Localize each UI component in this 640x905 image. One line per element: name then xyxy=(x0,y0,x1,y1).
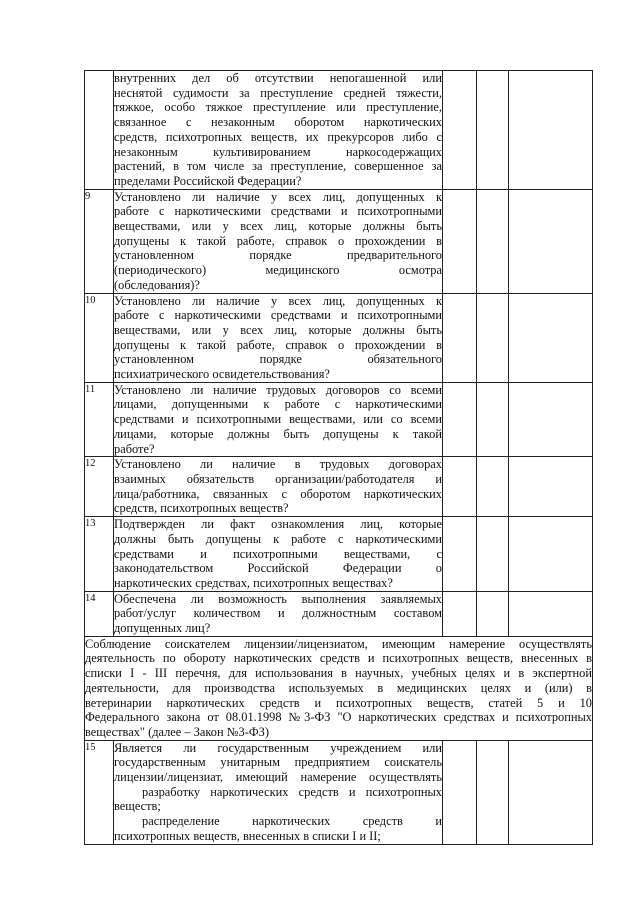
item-line: психотропных веществ, внесенных в списки I и II; xyxy=(114,828,381,843)
section-line: деятельность по обороту наркотических средств и психотропных веществ, внесенных в xyxy=(85,651,592,666)
question-line: внутренних дел об отсутствии непогашенной или xyxy=(114,71,442,85)
answer-cell-note[interactable] xyxy=(509,591,593,636)
row-number: 13 xyxy=(85,517,114,592)
answer-cell-no[interactable] xyxy=(477,517,509,592)
question-line: лицензии/лицензиат, имеющий намерение осуществлять xyxy=(114,770,442,785)
question-line: лицами, которые должны быть допущены к такой xyxy=(114,426,442,441)
question-line: Установлено ли наличие у всех лиц, допущенных к xyxy=(114,293,442,308)
question-text xyxy=(114,189,443,293)
answer-cell-note[interactable] xyxy=(509,293,593,382)
question-line: работе с наркотическими средствами и психотропными xyxy=(114,308,442,323)
row-number xyxy=(85,71,114,190)
question-line: растений, в том числе за преступление, совершенное за xyxy=(114,159,442,174)
question-line: наркотических средствах, психотропных веществах? xyxy=(114,575,393,590)
question-line: работе с наркотическими средствами и психотропными xyxy=(114,204,442,219)
section-block xyxy=(85,636,593,844)
row-number: 11 xyxy=(85,382,114,457)
row-number: 9 xyxy=(85,189,114,293)
table-row-15 xyxy=(85,740,593,844)
question-line: тяжкое, особо тяжкое преступление или преступление, xyxy=(114,100,442,115)
question-line: (периодического) медицинского осмотра xyxy=(114,263,442,278)
section-text xyxy=(85,636,593,740)
answer-cell-note[interactable] xyxy=(509,517,593,592)
section-row xyxy=(85,636,593,740)
table-row xyxy=(85,517,593,592)
answer-cell-no[interactable] xyxy=(477,189,509,293)
question-line: допущены к такой работе, справок о прохождении в xyxy=(114,233,442,248)
section-line: веществах" (далее – Закон №3-ФЗ) xyxy=(85,724,269,739)
question-line: (обследования)? xyxy=(114,277,200,292)
checklist-rows xyxy=(85,71,593,637)
question-line: связанное с незаконным оборотом наркотических xyxy=(114,115,442,130)
question-text xyxy=(114,382,443,457)
answer-cell-yes[interactable] xyxy=(443,740,477,844)
item-line: разработку наркотических средств и психотропных xyxy=(142,784,442,799)
question-line: Установлено ли наличие в трудовых договорах xyxy=(114,457,442,472)
answer-cell-yes[interactable] xyxy=(443,189,477,293)
table-row xyxy=(85,71,593,190)
table-row xyxy=(85,293,593,382)
question-line: Установлено ли наличие у всех лиц, допущенных к xyxy=(114,189,442,204)
question-text xyxy=(114,71,443,190)
answer-cell-yes[interactable] xyxy=(443,382,477,457)
answer-cell-note[interactable] xyxy=(509,457,593,517)
question-line: средствами и психотропными веществами, или со всеми xyxy=(114,412,442,427)
answer-cell-yes[interactable] xyxy=(443,293,477,382)
question-line: работе? xyxy=(114,441,155,456)
answer-cell-no[interactable] xyxy=(477,71,509,190)
question-line: веществами, или у всех лиц, которые должны быть xyxy=(114,322,442,337)
row-number: 14 xyxy=(85,591,114,636)
question-line: установленном порядке обязательного xyxy=(114,352,442,367)
answer-cell-no[interactable] xyxy=(477,740,509,844)
item-line: веществ; xyxy=(114,799,161,814)
question-line: средств, психотропных веществ, их прекурсоров либо с xyxy=(114,129,442,144)
question-text xyxy=(114,457,443,517)
question-line: незаконным культивированием наркосодержащих xyxy=(114,144,442,159)
question-line: установленном порядке предварительного xyxy=(114,248,442,263)
question-line: допущены к такой работе, справок о прохождении в xyxy=(114,337,442,352)
question-text xyxy=(114,740,443,844)
answer-cell-yes[interactable] xyxy=(443,517,477,592)
answer-cell-yes[interactable] xyxy=(443,71,477,190)
section-line: Соблюдение соискателем лицензии/лицензиатом, имеющим намерение осуществлять xyxy=(85,636,592,651)
question-line: лицами, допущенными к работе с наркотическими xyxy=(114,397,442,412)
section-line: деятельности, для производства используемых в медицинских целях и (или) в xyxy=(85,680,592,695)
question-text xyxy=(114,517,443,592)
question-line: Подтвержден ли факт ознакомления лиц, которые xyxy=(114,517,442,532)
answer-cell-no[interactable] xyxy=(477,591,509,636)
checklist-table xyxy=(84,70,593,845)
answer-cell-yes[interactable] xyxy=(443,457,477,517)
table-row xyxy=(85,382,593,457)
question-text xyxy=(114,591,443,636)
answer-cell-note[interactable] xyxy=(509,740,593,844)
answer-cell-yes[interactable] xyxy=(443,591,477,636)
question-line: Является ли государственным учреждением или xyxy=(114,740,442,755)
question-line: Обеспечена ли возможность выполнения заявляемых xyxy=(114,591,442,606)
answer-cell-no[interactable] xyxy=(477,293,509,382)
question-line: работ/услуг количеством и должностным составом xyxy=(114,606,442,621)
question-line: должны быть допущены к работе с наркотическими xyxy=(114,531,442,546)
question-text xyxy=(114,293,443,382)
question-line: лица/работника, связанных с оборотом наркотических xyxy=(114,486,442,501)
question-line: психиатрического освидетельствования? xyxy=(114,367,330,382)
row-number: 12 xyxy=(85,457,114,517)
question-line: допущенных лиц? xyxy=(114,621,211,636)
section-line: Федерального закона от 08.01.1998 №3-ФЗ "О наркотических средствах и психотропных xyxy=(85,710,592,725)
question-line: взаимных обязательств организации/работодателя и xyxy=(114,471,442,486)
question-line: пределами Российской Федерации? xyxy=(114,173,302,188)
question-line: государственным унитарным предприятием соискатель xyxy=(114,755,442,770)
question-line: средствами и психотропными веществами, с xyxy=(114,546,442,561)
question-line: средств, психотропных веществ? xyxy=(114,501,289,516)
item-line: распределение наркотических средств и xyxy=(142,814,442,829)
answer-cell-no[interactable] xyxy=(477,382,509,457)
row-number: 15 xyxy=(85,740,114,844)
table-row xyxy=(85,457,593,517)
row-number: 10 xyxy=(85,293,114,382)
section-line: ветеринарии наркотических средств и психотропных веществ, статей 5 и 10 xyxy=(85,695,592,710)
answer-cell-note[interactable] xyxy=(509,382,593,457)
question-line: Установлено ли наличие трудовых договоров со всеми xyxy=(114,382,442,397)
question-line: неснятой судимости за преступление средней тяжести, xyxy=(114,85,442,100)
answer-cell-note[interactable] xyxy=(509,71,593,190)
answer-cell-no[interactable] xyxy=(477,457,509,517)
question-line: законодательством Российской Федерации о xyxy=(114,561,442,576)
answer-cell-note[interactable] xyxy=(509,189,593,293)
section-line: списки I - III перечня, для использования в научных, учебных целях и в экспертной xyxy=(85,666,592,681)
table-row xyxy=(85,591,593,636)
table-row xyxy=(85,189,593,293)
question-line: веществами, или у всех лиц, которые должны быть xyxy=(114,219,442,234)
